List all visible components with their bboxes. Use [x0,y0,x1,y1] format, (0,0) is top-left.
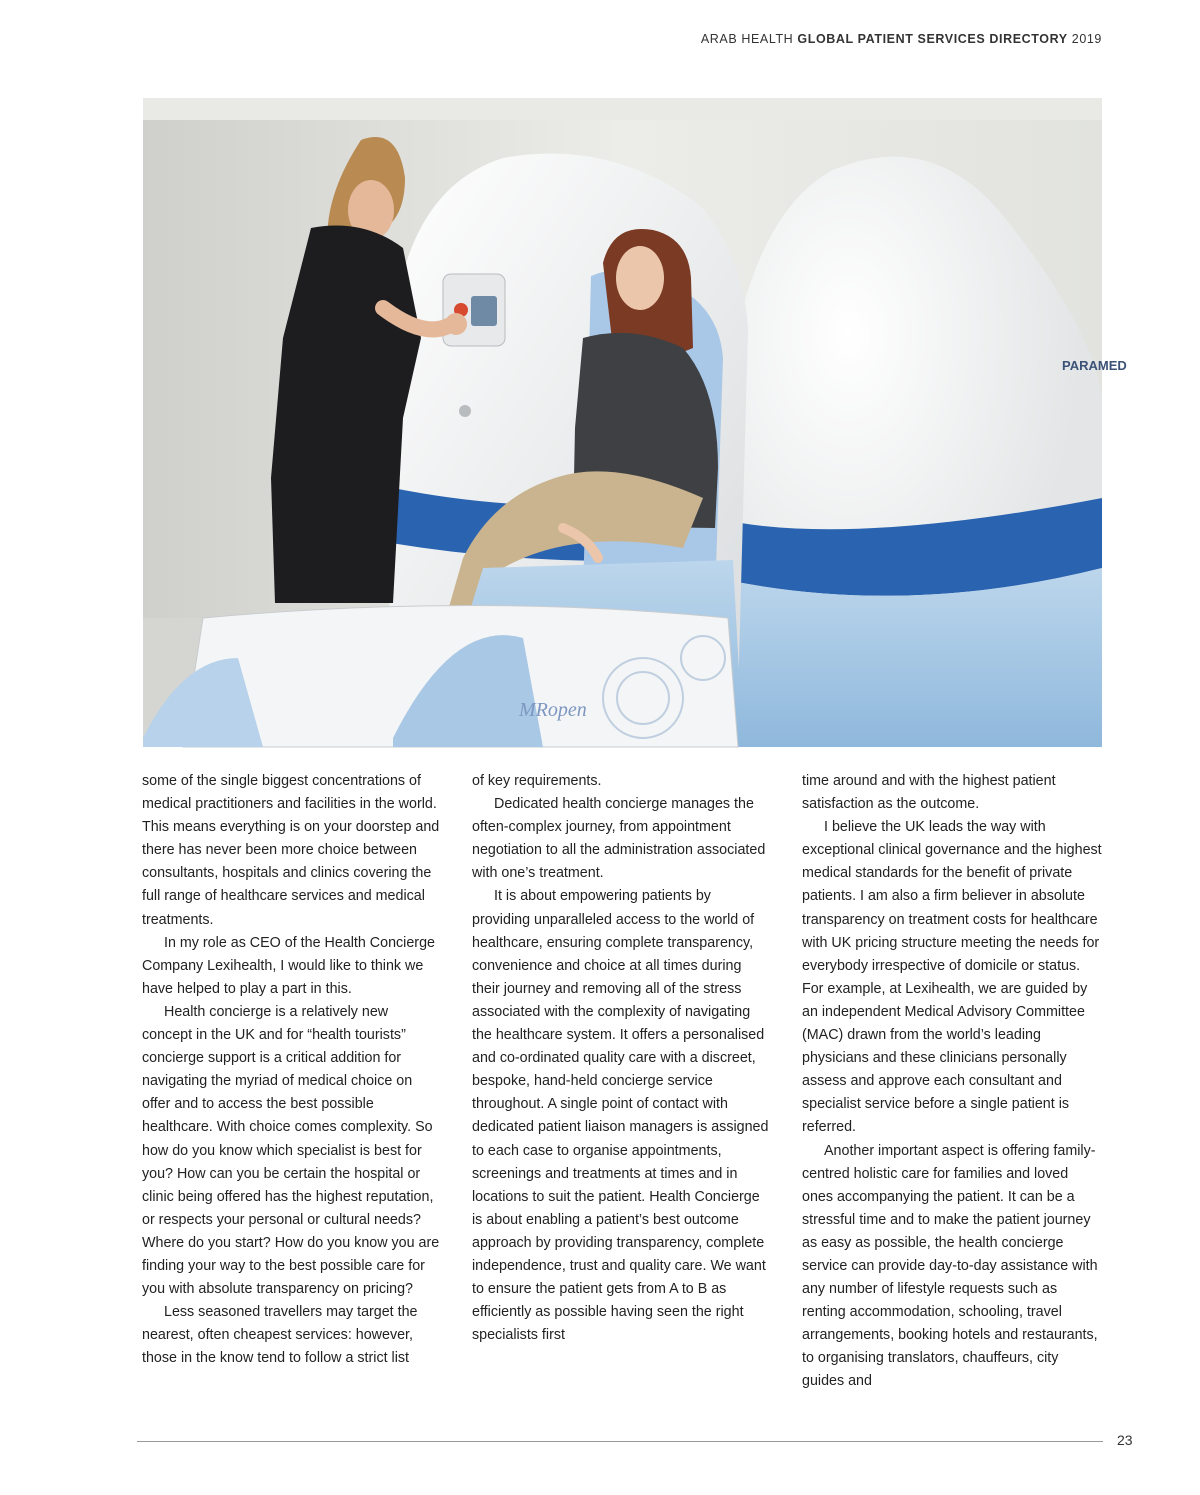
text-column-1 [142,770,442,1395]
publication-title: GLOBAL PATIENT SERVICES DIRECTORY [797,32,1068,46]
page-number: 23 [1117,1432,1133,1448]
paragraph: Health concierge is a relatively new concept in the UK and for “health tourists” concierge support is a critical addition for navigating the myriad of medical choice on offer and to access the best possible healthcare. With choice comes complexity. So how do you know which specialist is best for you? How can you be certain the hospital or clinic being offered has the highest reputation, or respects your personal or cultural needs? Where do you start? How do you know you are finding your way to the best possible care for you with absolute transparency on pricing? [142,1003,440,1298]
text-column-3 [802,770,1102,1395]
publication-year: 2019 [1071,32,1102,46]
paragraph: of key requirements. [472,773,602,789]
text-column-2 [472,770,772,1395]
running-header [701,32,1102,46]
paragraph: Less seasoned travellers may target the nearest, often cheapest services: however, those in the know tend to follow a strict list [142,1304,418,1367]
mropen-logo: MRopen [519,699,587,721]
paragraph: some of the single biggest concentrations of medical practitioners and facilities in the world. This means everything is on your doorstep and there has never been more choice between consultants, hospitals and clinics covering the full range of healthcare services and medical treatments. [142,773,440,928]
paragraph: Another important aspect is offering family-centred holistic care for families and loved ones accompanying the patient. It can be a stressful time and to make the patient journey as easy as possible, the health concierge service can provide day-to-day assistance with any number of lifestyle requests such as renting accommodation, schooling, travel arrangements, booking hotels and restaurants, to organising translators, chauffeurs, city guides and [802,1142,1098,1390]
article-body [142,770,1104,1395]
paramed-logo: PARAMED [1062,358,1127,373]
paragraph: Dedicated health concierge manages the often-complex journey, from appointment negotiation to all the administration associated with one’s treatment. [472,796,766,882]
upright-mri-photo [143,98,1127,747]
paragraph: In my role as CEO of the Health Concierge Company Lexihealth, I would like to think we have helped to play a part in this. [142,934,435,997]
header-prefix: ARAB HEALTH [700,32,794,46]
paragraph: time around and with the highest patient satisfaction as the outcome. [802,773,1056,813]
paragraph: It is about empowering patients by providing unparalleled access to the world of healthcare, ensuring complete transparency, convenience and choice at all times during their journey and removing all of the stress associated with the complexity of navigating the healthcare system. It offers a personalised and co-ordinated quality care with a discreet, bespoke, hand-held concierge service throughout. A single point of contact with dedicated patient liaison managers is assigned to each case to organise appointments, screenings and treatments at times and in locations to suit the patient. Health Concierge is about enabling a patient’s best outcome approach by providing transparency, complete independence, trust and quality care. We want to ensure the patient gets from A to B as efficiently as possible having seen the right specialists first [472,888,769,1344]
paragraph: I believe the UK leads the way with exceptional clinical governance and the highest medical standards for the benefit of private patients. I am also a firm believer in absolute transparency on treatment costs for healthcare with UK pricing structure meeting the needs for everybody irrespective of domicile or status. For example, at Lexihealth, we are guided by an independent Medical Advisory Committee (MAC) drawn from the world’s leading physicians and these clinicians personally assess and approve each consultant and specialist service before a single patient is referred. [802,819,1102,1136]
footer-rule [137,1441,1103,1442]
